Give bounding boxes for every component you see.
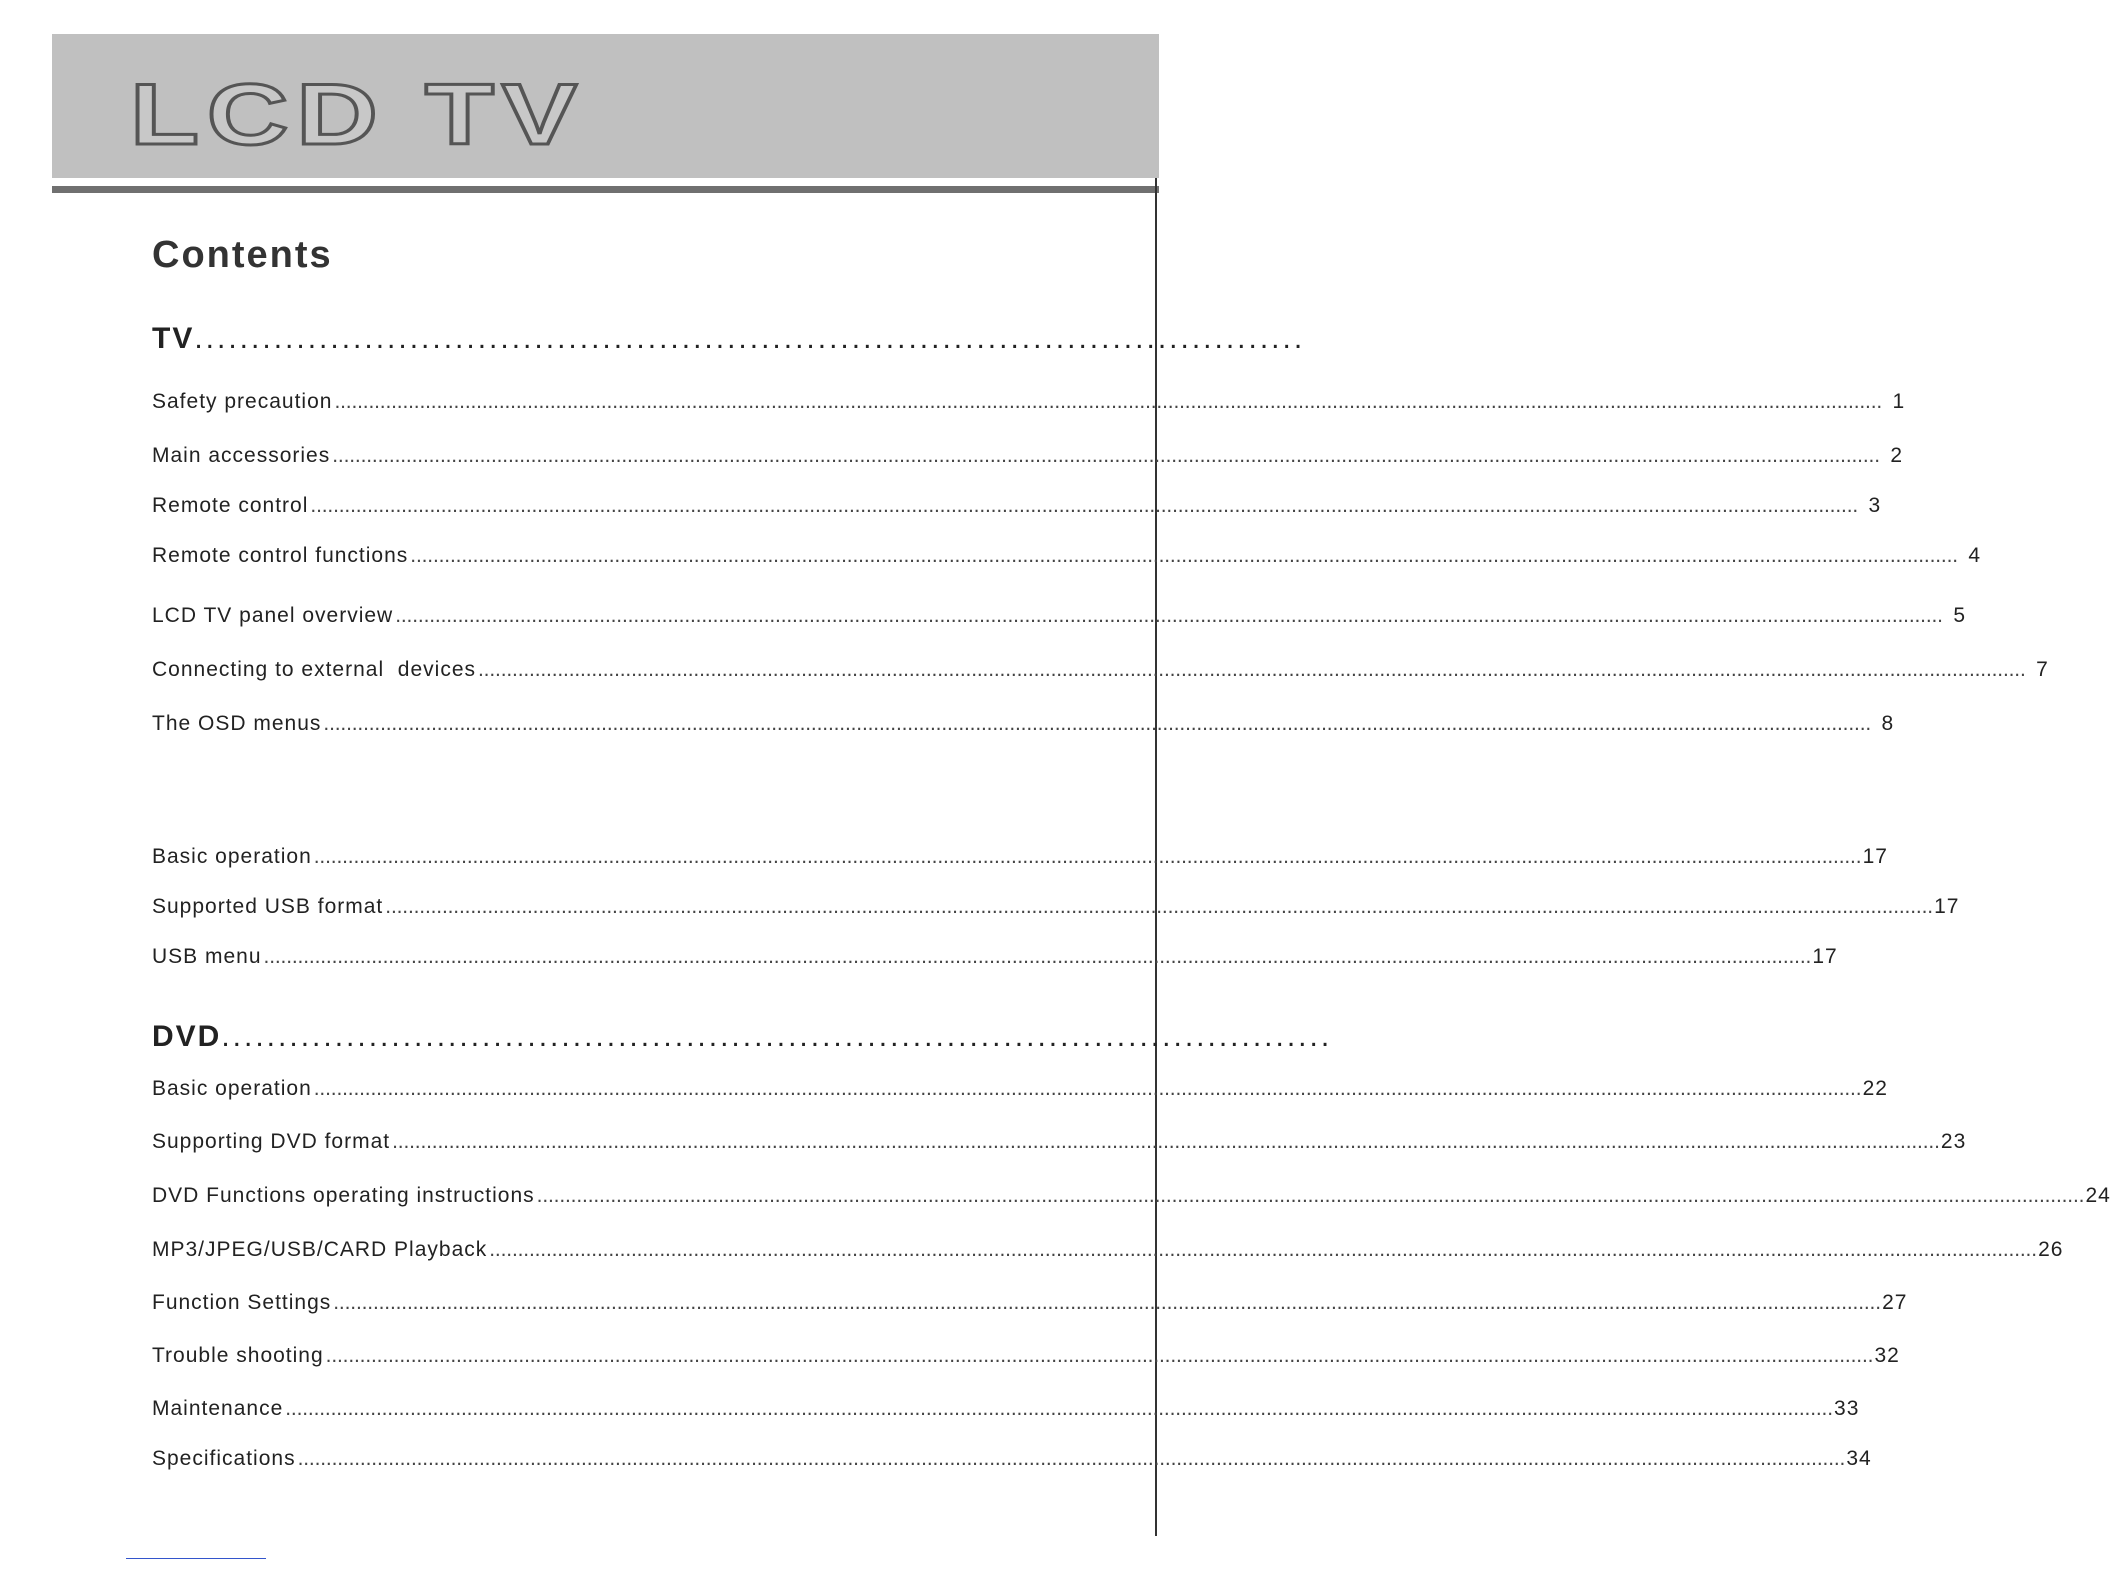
lcd-tv-outline-title <box>128 67 598 163</box>
toc-entry-label: LCD TV panel overview <box>152 604 394 627</box>
toc-entry-label: The OSD menus <box>152 712 322 735</box>
toc-entry[interactable] <box>152 712 1895 742</box>
toc-entry-page: 3 <box>1868 494 1882 517</box>
toc-entry-page: 23 <box>1940 1130 1967 1153</box>
toc-entry-label: Supporting DVD format <box>152 1130 391 1153</box>
toc-entry[interactable] <box>152 544 1982 574</box>
toc-entry-label: Specifications <box>152 1447 296 1470</box>
toc-entry[interactable] <box>152 945 1838 975</box>
toc-entry-leader <box>334 390 1879 414</box>
toc-entry-label: Maintenance <box>152 1397 284 1420</box>
toc-entry-label: Remote control <box>152 494 309 517</box>
toc-entry-leader <box>264 945 1809 969</box>
toc-entry-label: Supported USB format <box>152 895 384 918</box>
toc-entry-label: Function Settings <box>152 1291 332 1314</box>
section-title-tv: TV <box>152 322 195 355</box>
toc-entry[interactable] <box>152 1344 1900 1374</box>
toc-entry-page: 4 <box>1968 544 1982 567</box>
toc-entry-label: Main accessories <box>152 444 331 467</box>
toc-entry-page: 5 <box>1953 604 1967 627</box>
toc-entry-label: DVD Functions operating instructions <box>152 1184 535 1207</box>
section-heading-tv <box>152 322 1306 356</box>
toc-entry-label: MP3/JPEG/USB/CARD Playback <box>152 1238 488 1261</box>
section-title-dvd: DVD <box>152 1020 222 1053</box>
toc-entry-page: 8 <box>1881 712 1895 735</box>
toc-entry-leader <box>310 494 1855 518</box>
header-rule <box>52 186 1159 193</box>
toc-entry[interactable] <box>152 1130 1967 1160</box>
toc-entry-leader <box>298 1447 1843 1471</box>
contents-title: Contents <box>152 234 333 276</box>
toc-entry-label: Trouble shooting <box>152 1344 324 1367</box>
toc-entry[interactable] <box>152 1184 2111 1214</box>
toc-entry-leader <box>385 895 1930 919</box>
section-heading-dvd <box>152 1020 1333 1054</box>
toc-entry-leader <box>395 604 1940 628</box>
toc-entry-leader <box>537 1184 2082 1208</box>
toc-entry-page: 26 <box>2038 1238 2064 1261</box>
toc-entry-leader <box>478 658 2023 682</box>
toc-entry-label: Basic operation <box>152 845 312 868</box>
header-title-text: LCD TV <box>130 67 585 163</box>
toc-entry[interactable] <box>152 1291 1908 1321</box>
toc-entry[interactable] <box>152 604 1967 634</box>
toc-entry-leader <box>410 544 1955 568</box>
toc-entry-leader <box>314 845 1859 869</box>
toc-entry-label: Basic operation <box>152 1077 312 1100</box>
section-leader: .................................................................................................. <box>194 322 1306 355</box>
header-title <box>128 67 598 163</box>
toc-entry-leader <box>489 1238 2034 1262</box>
toc-entry-page: 17 <box>1862 845 1888 868</box>
toc-entry-page: 34 <box>1846 1447 1872 1470</box>
toc-entry-label: USB menu <box>152 945 262 968</box>
section-leader: .................................................................................................. <box>221 1020 1333 1053</box>
toc-entry[interactable] <box>152 390 1906 420</box>
bottom-link-underline <box>126 1558 266 1559</box>
toc-entry-page: 27 <box>1882 1291 1908 1314</box>
toc-entry[interactable] <box>152 1397 1860 1427</box>
toc-entry-leader <box>392 1130 1937 1154</box>
toc-entry-page: 33 <box>1834 1397 1860 1420</box>
toc-entry-page: 24 <box>2085 1184 2111 1207</box>
toc-entry-leader <box>323 712 1868 736</box>
toc-entry-page: 7 <box>2036 658 2049 681</box>
toc-entry-label: Remote control functions <box>152 544 409 567</box>
toc-entry-leader <box>333 1291 1878 1315</box>
toc-entry-leader <box>314 1077 1859 1101</box>
toc-entry-leader <box>332 444 1877 468</box>
toc-entry[interactable] <box>152 494 1882 524</box>
toc-entry[interactable] <box>152 658 2049 688</box>
toc-entry-page: 17 <box>1812 945 1838 968</box>
toc-entry-page: 32 <box>1874 1344 1900 1367</box>
toc-entry[interactable] <box>152 1447 1872 1477</box>
toc-entry[interactable] <box>152 895 1960 925</box>
toc-entry-page: 1 <box>1892 390 1906 413</box>
toc-entry-label: Connecting to external devices <box>152 658 477 681</box>
toc-entry-page: 17 <box>1934 895 1960 918</box>
toc-entry-page: 22 <box>1862 1077 1888 1100</box>
toc-entry[interactable] <box>152 444 1904 474</box>
toc-entry-label: Safety precaution <box>152 390 333 413</box>
toc-entry-page: 2 <box>1890 444 1904 467</box>
toc-entry[interactable] <box>152 1238 2064 1268</box>
toc-entry-leader <box>285 1397 1830 1421</box>
toc-entry-leader <box>326 1344 1871 1368</box>
toc-entry[interactable] <box>152 1077 1888 1107</box>
toc-entry[interactable] <box>152 845 1888 875</box>
